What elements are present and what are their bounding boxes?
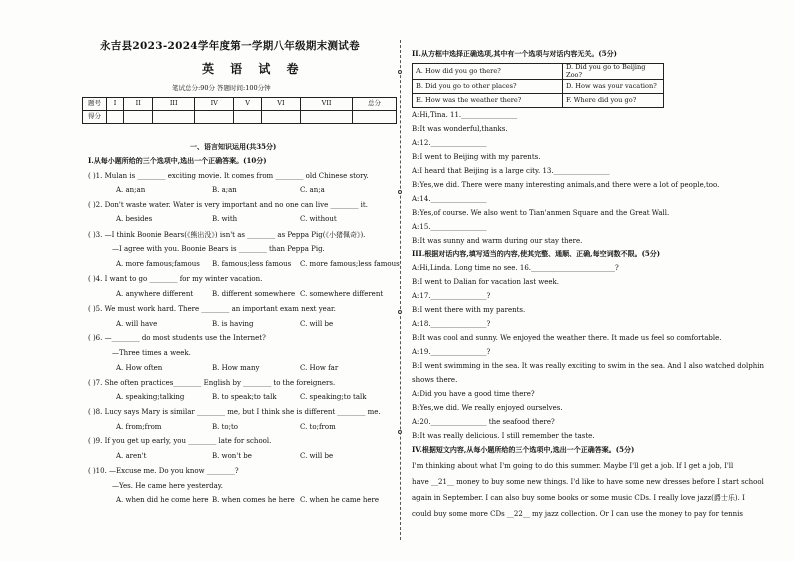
option: B. to;to — [212, 423, 239, 431]
score-cell: 得分 — [83, 111, 107, 124]
option: A. aren't — [116, 452, 147, 460]
score-entry[interactable] — [153, 111, 195, 124]
question-7: ( )7. She often practices________ English by ________ to the foreigners. — [88, 379, 336, 387]
dialog-line: A:I heard that Beijing is a large city. 13.________________ — [412, 167, 610, 175]
score-cell: I — [107, 98, 124, 111]
question-5: ( )5. We must work hard. There ________ an important exam next year. — [88, 305, 336, 313]
options-row — [413, 80, 664, 94]
dialog-line: B:Yes,we did. We really enjoyed ourselves. — [412, 404, 563, 412]
option: C. will be — [300, 452, 334, 460]
question-10: ( )10. —Excuse me. Do you know ________? — [88, 467, 239, 475]
option-item: D. Did you go to Beijing Zoo? — [563, 64, 664, 80]
score-entry[interactable] — [353, 111, 397, 124]
option: C. when he came here — [300, 496, 380, 504]
score-cell: II — [124, 98, 153, 111]
option-item: B. Did you go to other places? — [413, 80, 563, 94]
option: C. without — [300, 215, 337, 223]
option: C. How far — [300, 364, 339, 372]
part1-heading: I.从每小题所给的三个选项中,选出一个正确答案。(10分) — [88, 156, 267, 165]
option: A. besides — [116, 215, 153, 223]
option-item: A. How did you go there? — [413, 64, 563, 80]
option: C. more famous;less famous — [300, 260, 400, 268]
dialog-line: B:I went to Dalian for vacation last week. — [412, 278, 559, 286]
dialog-line: A:Hi,Linda. Long time no see. 16.________________________? — [412, 264, 619, 272]
binding-hole — [398, 430, 402, 434]
option: C. an;a — [300, 186, 325, 194]
option: B. is having — [212, 320, 254, 328]
dialog-line: B:I went there with my parents. — [412, 306, 526, 314]
passage-line: again in September. I can also buy some books or some music CDs. I really love jazz(爵士乐). I — [412, 494, 745, 502]
score-cell: 题号 — [83, 98, 107, 111]
binding-holes — [398, 40, 402, 540]
option: A. from;from — [116, 423, 162, 431]
options-box — [412, 63, 664, 108]
section2-heading: II.从方框中选择正确选项,其中有一个选项与对话内容无关。(5分) — [412, 49, 617, 58]
option: A. How often — [116, 364, 163, 372]
dialog-line: A:Did you have a good time there? — [412, 390, 535, 398]
exam-meta: 笔试总分:90分 答题时间:100分钟 — [172, 84, 271, 92]
option: C. will be — [300, 320, 334, 328]
question-6: ( )6. —________ do most students use the Internet? — [88, 334, 266, 342]
dialog-line: B:It was wonderful,thanks. — [412, 125, 508, 133]
dialog-line: B:It was really delicious. I still remember the taste. — [412, 432, 595, 440]
question-8: ( )8. Lucy says Mary is similar ________ me, but I think she is different ________ me. — [88, 408, 381, 416]
option: B. different somewhere — [212, 290, 296, 298]
score-cell: III — [153, 98, 195, 111]
dialog-line: A:Hi,Tina. 11.________________ — [412, 111, 518, 119]
options-row — [413, 64, 664, 80]
section3-heading: III.根据对话内容,填写适当的内容,使其完整、通顺、正确,每空词数不限。(5分) — [412, 249, 661, 258]
option: B. to speak;to talk — [212, 393, 277, 401]
option-item: D. How was your vacation? — [563, 80, 664, 94]
section1-heading: 一、语言知识运用(共35分) — [190, 142, 277, 151]
dialog-line: A:14.________________ — [412, 195, 487, 203]
left-column — [82, 0, 400, 561]
option: B. with — [212, 215, 238, 223]
binding-hole — [398, 190, 402, 194]
passage-line: have __21__ money to buy some new things. I'd like to have some new dresses before I start school — [412, 478, 764, 486]
option: B. famous;less famous — [212, 260, 292, 268]
option: B. a;an — [212, 186, 237, 194]
score-entry[interactable] — [301, 111, 353, 124]
option: A. will have — [116, 320, 158, 328]
dialog-line: B:I went swimming in the sea. It was really exciting to swim in the sea. And I also watched dolphin — [412, 362, 764, 370]
score-entry[interactable] — [261, 111, 300, 124]
score-cell: IV — [194, 98, 233, 111]
question-4: ( )4. I want to go ________ for my winter vacation. — [88, 275, 263, 283]
option: A. an;an — [116, 186, 146, 194]
dialog-line: A:19.________________? — [412, 348, 491, 356]
dialog-line: B:It was cool and sunny. We enjoyed the weather there. It made us feel so comfortable. — [412, 334, 722, 342]
dialog-line: A:20.________________ the seafood there? — [412, 418, 555, 426]
option: B. won't be — [212, 452, 252, 460]
dialog-line: A:15.________________ — [412, 223, 487, 231]
option: C. to;from — [300, 423, 336, 431]
dialog-line: B:I went to Beijing with my parents. — [412, 153, 541, 161]
score-cell: V — [234, 98, 261, 111]
dialog-line: A:17.________________? — [412, 292, 491, 300]
score-cell: VII — [301, 98, 353, 111]
option: C. speaking;to talk — [300, 393, 367, 401]
score-table-header-row — [83, 98, 397, 111]
option: B. when comes he here — [212, 496, 295, 504]
question-9: ( )9. If you get up early, you ________ late for school. — [88, 437, 272, 445]
dialog-line: A:18.________________? — [412, 320, 491, 328]
score-entry[interactable] — [124, 111, 153, 124]
option-item: F. Where did you go? — [563, 94, 664, 108]
score-entry[interactable] — [194, 111, 233, 124]
score-table — [82, 97, 397, 124]
binding-hole — [398, 70, 402, 74]
passage-line: could buy some more CDs __22__ my jazz collection. Or I can use the money to pay for tennis — [412, 510, 743, 518]
option: A. anywhere different — [116, 290, 194, 298]
question-10-reply: —Yes. He came here yesterday. — [112, 482, 224, 490]
section4-heading: IV.根据短文内容,从每小题所给的三个选项中,选出一个正确答案。(5分) — [412, 445, 635, 454]
score-table-score-row — [83, 111, 397, 124]
exam-title: 永吉县2023-2024学年度第一学期八年级期末测试卷 — [100, 40, 360, 52]
passage-line: I'm thinking about what I'm going to do this summer. Maybe I'll get a job. If I get a job, I'll — [412, 462, 734, 470]
question-3: ( )3. —I think Boonie Bears(《熊出没》) isn't as ________ as Peppa Pig(《小猪佩奇》). — [88, 231, 366, 239]
question-6-reply: —Three times a week. — [112, 349, 191, 357]
question-2: ( )2. Don't waste water. Water is very important and no one can live ________ it. — [88, 201, 368, 209]
question-3-reply: —I agree with you. Boonie Bears is ________ than Peppa Pig. — [112, 245, 325, 253]
option: A. speaking;talking — [116, 393, 185, 401]
question-1: ( )1. Mulan is ________ exciting movie. It comes from ________ old Chinese story. — [88, 172, 369, 180]
subject-title: 英 语 试 卷 — [202, 62, 305, 76]
score-cell: VI — [261, 98, 300, 111]
option: B. How many — [212, 364, 260, 372]
dialog-line: B:Yes,we did. There were many interesting animals,and there were a lot of people,too. — [412, 181, 720, 189]
score-entry[interactable] — [107, 111, 124, 124]
score-entry[interactable] — [234, 111, 261, 124]
dialog-line: A:12.________________ — [412, 139, 487, 147]
dialog-line: B:It was sunny and warm during our stay there. — [412, 237, 583, 245]
option-item: E. How was the weather there? — [413, 94, 563, 108]
binding-hole — [398, 310, 402, 314]
dialog-line: B:Yes,of course. We also went to Tian'anmen Square and the Great Wall. — [412, 209, 670, 217]
option: A. when did he come here — [116, 496, 209, 504]
score-cell: 总分 — [353, 98, 397, 111]
right-column — [410, 0, 764, 561]
option: A. more famous;famous — [116, 260, 200, 268]
dialog-line: shows there. — [412, 376, 458, 384]
option: C. somewhere different — [300, 290, 384, 298]
options-row — [413, 94, 664, 108]
